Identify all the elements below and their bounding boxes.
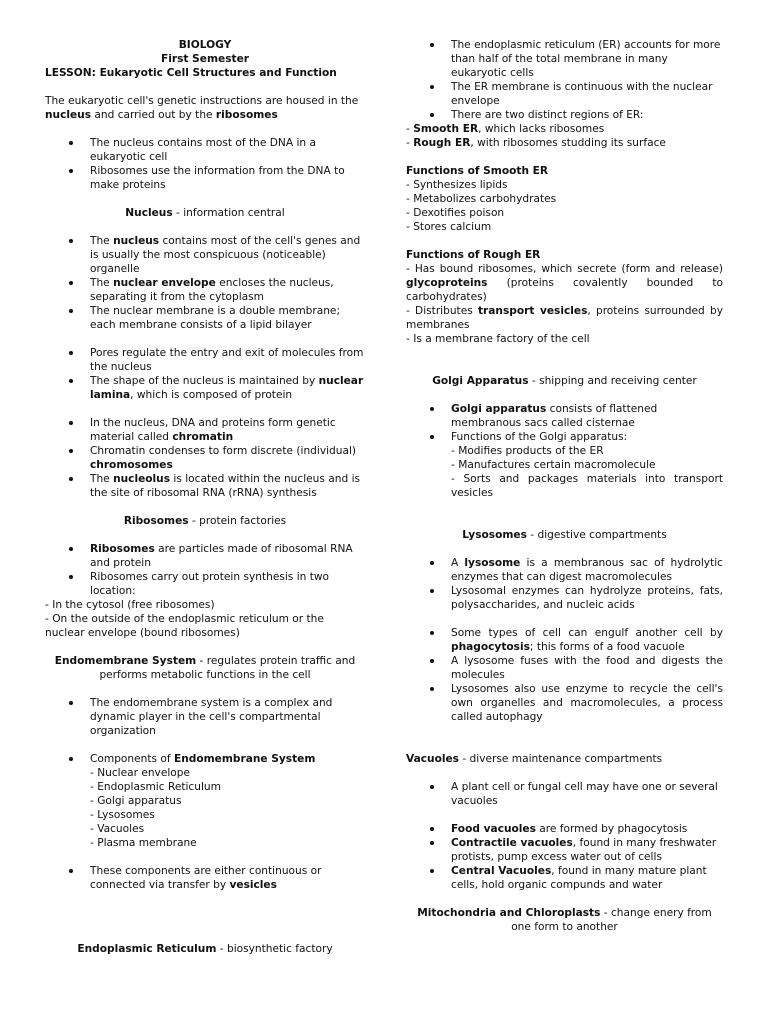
ribosomes-heading: Ribosomes - protein factories bbox=[123, 515, 287, 527]
list-item: Components of Endomembrane System - Nuclear envelope - Endoplasmic Reticulum - Golgi apparatus - Lysosomes - Vacuoles - Plasma membrane bbox=[90, 752, 365, 850]
nucleus-list-2 bbox=[45, 346, 365, 402]
nucleus-heading: Nucleus - information central bbox=[125, 207, 285, 219]
component-item: - Lysosomes bbox=[90, 809, 155, 821]
list-item: In the nucleus, DNA and proteins form genetic material called chromatin bbox=[90, 416, 365, 444]
golgi-list bbox=[406, 402, 723, 500]
list-item: Ribosomes carry out protein synthesis in two location: bbox=[90, 570, 365, 598]
list-item: Golgi apparatus consists of flattened membranous sacs called cisternae bbox=[451, 402, 723, 430]
list-item: The nuclear envelope encloses the nucleus, separating it from the cytoplasm bbox=[90, 276, 365, 304]
golgi-function: - Modifies products of the ER bbox=[451, 445, 604, 457]
endomembrane-list-1 bbox=[45, 696, 365, 738]
list-item: Some types of cell can engulf another cell by phagocytosis; this forms of a food vacuole bbox=[451, 627, 723, 653]
doc-semester: First Semester bbox=[161, 53, 249, 65]
list-item: The shape of the nucleus is maintained by nuclear lamina, which is composed of protein bbox=[90, 375, 364, 401]
vacuoles-list-1 bbox=[406, 780, 723, 808]
list-item: Pores regulate the entry and exit of molecules from the nucleus bbox=[90, 347, 364, 373]
list-item: The nucleus contains most of the DNA in a eukaryotic cell bbox=[90, 136, 365, 164]
component-item: - Golgi apparatus bbox=[90, 795, 182, 807]
smooth-er-functions-heading: Functions of Smooth ER bbox=[406, 165, 549, 177]
intro-list bbox=[45, 136, 365, 192]
list-item: Functions of the Golgi apparatus: - Modifies products of the ER - Manufactures certain macromolecule - Sorts and packages materials into transport vesicles bbox=[451, 431, 723, 499]
list-item: The nucleolus is located within the nucleus and is the site of ribosomal RNA (rRNA) synthesis bbox=[90, 472, 365, 500]
nucleus-list-1 bbox=[45, 234, 365, 332]
left-column bbox=[45, 38, 365, 956]
ribosome-location-bound: - On the outside of the endoplasmic reticulum or the nuclear envelope (bound ribosomes) bbox=[45, 613, 324, 639]
lysosomes-list-1 bbox=[406, 556, 723, 612]
rough-er-function: - Has bound ribosomes, which secrete (form and release) glycoproteins (proteins covalently bounded to carbohydrates) bbox=[406, 263, 723, 303]
er-heading: Endoplasmic Reticulum - biosynthetic factory bbox=[77, 943, 333, 955]
mitochondria-heading: Mitochondria and Chloroplasts - change enery from one form to another bbox=[417, 907, 712, 933]
er-list bbox=[406, 38, 723, 122]
vacuoles-heading: Vacuoles - diverse maintenance compartments bbox=[406, 753, 663, 765]
nucleus-list-3 bbox=[45, 416, 365, 500]
list-item: Chromatin condenses to form discrete (individual) chromosomes bbox=[90, 444, 365, 472]
smooth-er-function: - Metabolizes carbohydrates bbox=[406, 193, 557, 205]
list-item: Ribosomes use the information from the DNA to make proteins bbox=[90, 164, 365, 192]
component-item: - Plasma membrane bbox=[90, 837, 197, 849]
list-item: Contractile vacuoles, found in many freshwater protists, pump excess water out of cells bbox=[451, 836, 723, 864]
golgi-function: - Manufactures certain macromolecule bbox=[451, 459, 656, 471]
golgi-function: - Sorts and packages materials into transport vesicles bbox=[451, 473, 723, 499]
list-item: Ribosomes are particles made of ribosomal RNA and protein bbox=[90, 542, 365, 570]
lesson-title: LESSON: Eukaryotic Cell Structures and Function bbox=[45, 67, 337, 79]
list-item: Food vacuoles are formed by phagocytosis bbox=[451, 822, 723, 836]
lysosomes-list-2 bbox=[406, 626, 723, 724]
smooth-er-function: - Synthesizes lipids bbox=[406, 179, 508, 191]
list-item: These components are either continuous or connected via transfer by vesicles bbox=[90, 864, 365, 892]
list-item: Central Vacuoles, found in many mature plant cells, hold organic compunds and water bbox=[451, 864, 723, 892]
rough-er-line: - Rough ER, with ribosomes studding its surface bbox=[406, 137, 666, 149]
component-item: - Nuclear envelope bbox=[90, 767, 191, 779]
endomembrane-list-2 bbox=[45, 752, 365, 850]
golgi-heading: Golgi Apparatus - shipping and receiving center bbox=[432, 375, 697, 387]
vacuoles-list-2 bbox=[406, 822, 723, 892]
list-item: The nucleus contains most of the cell's genes and is usually the most conspicuous (noticeable) organelle bbox=[90, 234, 365, 276]
lysosomes-heading: Lysosomes - digestive compartments bbox=[462, 529, 667, 541]
list-item: Lysosomes also use enzyme to recycle the cell's own organelles and macromolecules, a process called autophagy bbox=[451, 683, 723, 723]
list-item: A lysosome is a membranous sac of hydrolytic enzymes that can digest macromolecules bbox=[451, 557, 723, 583]
list-item: A lysosome fuses with the food and digests the molecules bbox=[451, 655, 723, 681]
endomembrane-heading: Endomembrane System - regulates protein traffic and performs metabolic functions in the cell bbox=[54, 655, 356, 681]
component-item: - Endoplasmic Reticulum bbox=[90, 781, 221, 793]
smooth-er-function: - Stores calcium bbox=[406, 221, 492, 233]
rough-er-functions-heading: Functions of Rough ER bbox=[406, 249, 541, 261]
list-item: The nuclear membrane is a double membrane; each membrane consists of a lipid bilayer bbox=[90, 304, 365, 332]
list-item: The endoplasmic reticulum (ER) accounts for more than half of the total membrane in many eukaryotic cells bbox=[451, 38, 723, 80]
smooth-er-line: - Smooth ER, which lacks ribosomes bbox=[406, 123, 605, 135]
list-item: A plant cell or fungal cell may have one or several vacuoles bbox=[451, 780, 723, 808]
component-item: - Vacuoles bbox=[90, 823, 145, 835]
list-item: Lysosomal enzymes can hydrolyze proteins, fats, polysaccharides, and nucleic acids bbox=[451, 585, 723, 611]
list-item: The endomembrane system is a complex and dynamic player in the cell's compartmental organization bbox=[90, 696, 365, 738]
right-column bbox=[406, 38, 723, 934]
ribosomes-list bbox=[45, 542, 365, 598]
list-item: There are two distinct regions of ER: bbox=[451, 108, 723, 122]
doc-subject: BIOLOGY bbox=[178, 39, 232, 51]
intro-paragraph: The eukaryotic cell's genetic instructions are housed in the nucleus and carried out by the ribosomes bbox=[45, 95, 359, 121]
endomembrane-list-3 bbox=[45, 864, 365, 892]
list-item: The ER membrane is continuous with the nuclear envelope bbox=[451, 80, 723, 108]
smooth-er-function: - Dexotifies poison bbox=[406, 207, 505, 219]
ribosome-location-free: - In the cytosol (free ribosomes) bbox=[45, 599, 215, 611]
rough-er-function: - Distributes transport vesicles, proteins surrounded by membranes bbox=[406, 305, 723, 331]
rough-er-function: - Is a membrane factory of the cell bbox=[406, 333, 590, 345]
